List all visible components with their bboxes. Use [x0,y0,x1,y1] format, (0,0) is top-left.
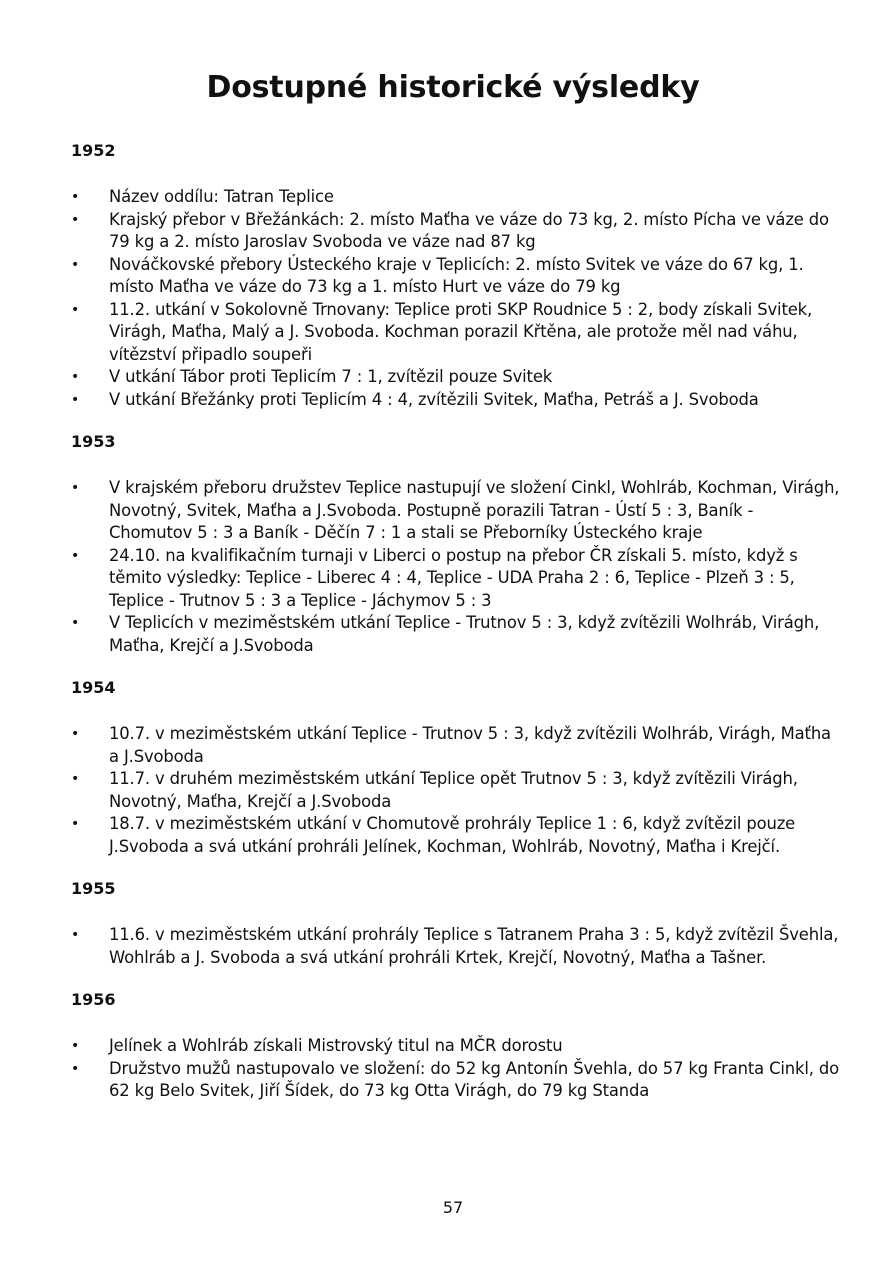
list-item: • 11.6. v meziměstském utkání prohrály Teplice s Tatranem Praha 3 : 5, když zvítězil Švehla, Wohlráb a J. Svoboda a svá utkání prohráli Krtek, Krejčí, Novotný, Maťha a Tašner. [71,924,841,969]
list-item: • V utkání Břežánky proti Teplicím 4 : 4, zvítězili Svitek, Maťha, Petráš a J. Svoboda [71,389,841,412]
results-list [71,723,841,858]
section-year: 1953 [71,432,116,451]
document-content [71,140,841,1123]
list-item: • Jelínek a Wohlráb získali Mistrovský titul na MČR dorostu [71,1035,841,1058]
list-item: • 24.10. na kvalifikačním turnaji v Liberci o postup na přebor ČR získali 5. místo, když s těmito výsledky: Teplice - Liberec 4 : 4, Teplice - UDA Praha 2 : 6, Teplice - Plzeň 3 : 5, Teplice - Trutnov 5 : 3 a Teplice - Jáchymov 5 : 3 [71,545,841,613]
list-item: • Družstvo mužů nastupovalo ve složení: do 52 kg Antonín Švehla, do 57 kg Franta Cinkl, do 62 kg Belo Svitek, Jiří Šídek, do 73 kg Otta Virágh, do 79 kg Standa [71,1058,841,1103]
section-1952 [71,140,841,411]
list-item: • V Teplicích v meziměstském utkání Teplice - Trutnov 5 : 3, když zvítězili Wolhráb, Virágh, Maťha, Krejčí a J.Svoboda [71,612,841,657]
list-item: • 18.7. v meziměstském utkání v Chomutově prohrály Teplice 1 : 6, když zvítězil pouze J.Svoboda a svá utkání prohráli Jelínek, Kochman, Wohlráb, Novotný, Maťha i Krejčí. [71,813,841,858]
list-item: • Nováčkovské přebory Ústeckého kraje v Teplicích: 2. místo Svitek ve váze do 67 kg, 1. místo Maťha ve váze do 73 kg a 1. místo Hurt ve váze do 79 kg [71,254,841,299]
page-title: Dostupné historické výsledky [206,70,700,105]
section-1956 [71,989,841,1103]
list-item: • Krajský přebor v Břežánkách: 2. místo Maťha ve váze do 73 kg, 2. místo Pícha ve váze do 79 kg a 2. místo Jaroslav Svoboda ve váze nad 87 kg [71,209,841,254]
list-item: • 11.7. v druhém meziměstském utkání Teplice opět Trutnov 5 : 3, když zvítězili Virágh, Novotný, Maťha, Krejčí a J.Svoboda [71,768,841,813]
section-1954 [71,677,841,858]
section-1953 [71,431,841,657]
results-list [71,477,841,657]
section-year: 1956 [71,990,116,1009]
list-item: • V krajském přeboru družstev Teplice nastupují ve složení Cinkl, Wohlráb, Kochman, Virágh, Novotný, Svitek, Maťha a J.Svoboda. Postupně porazili Tatran - Ústí 5 : 3, Baník - Chomutov 5 : 3 a Baník - Děčín 7 : 1 a stali se Přeborníky Ústeckého kraje [71,477,841,545]
list-item: • 10.7. v meziměstském utkání Teplice - Trutnov 5 : 3, když zvítězili Wolhráb, Virágh, Maťha a J.Svoboda [71,723,841,768]
results-list [71,1035,841,1103]
section-year: 1954 [71,678,116,697]
section-year: 1955 [71,879,116,898]
page-number: 57 [442,1198,464,1217]
list-item: • V utkání Tábor proti Teplicím 7 : 1, zvítězil pouze Svitek [71,366,841,389]
section-1955 [71,878,841,969]
results-list [71,924,841,969]
section-year: 1952 [71,141,116,160]
results-list [71,186,841,411]
list-item: • Název oddílu: Tatran Teplice [71,186,841,209]
list-item: • 11.2. utkání v Sokolovně Trnovany: Teplice proti SKP Roudnice 5 : 2, body získali Svitek, Virágh, Maťha, Malý a J. Svoboda. Kochman porazil Křtěna, ale protože měl nad váhu, vítězství připadlo soupeři [71,299,841,367]
